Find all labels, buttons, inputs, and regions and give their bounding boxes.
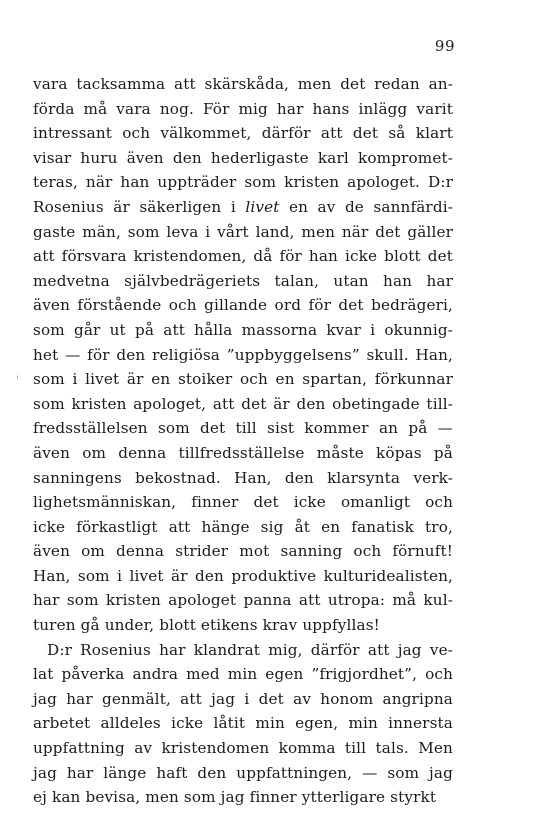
text-line: intressant och välkommet, därför att det så klart bbox=[33, 124, 453, 143]
text-line: även om denna strider mot sanning och förnuft! bbox=[33, 542, 453, 561]
text-line: förda må vara nog. För mig har hans inlägg varit bbox=[33, 99, 453, 118]
text-line: har som kristen apologet panna att utropa: må kul- bbox=[33, 591, 453, 610]
text-line: jag har länge haft den uppfattningen, — som jag bbox=[33, 763, 453, 782]
text-line: turen gå under, blott etikens krav uppfyllas! bbox=[33, 616, 380, 635]
margin-mark: ' bbox=[16, 375, 19, 386]
text-line: arbetet alldeles icke låtit min egen, min innersta bbox=[33, 714, 453, 733]
text-line: lighetsmänniskan, finner det icke omanligt och bbox=[33, 493, 453, 512]
page-number: 99 bbox=[434, 37, 455, 55]
text-line: gaste män, som leva i vårt land, men när det gäller bbox=[33, 222, 453, 241]
text-line: jag har genmält, att jag i det av honom angripna bbox=[33, 689, 453, 708]
text-line: även om denna tillfredsställelse måste köpas på bbox=[33, 443, 453, 462]
text-line: även förstående och gillande ord för det bedrägeri, bbox=[33, 296, 453, 315]
text-line: het — för den religiösa ”uppbyggelsens” skull. Han, bbox=[33, 345, 453, 364]
text-line: som i livet är en stoiker och en spartan, förkunnar bbox=[33, 370, 453, 389]
text-line: lat påverka andra med min egen ”frigjordhet”, och bbox=[33, 665, 453, 684]
text-line: uppfattning av kristendomen komma till tals. Men bbox=[33, 739, 453, 758]
text-line: teras, när han uppträder som kristen apologet. D:r bbox=[33, 173, 453, 192]
text-line: medvetna självbedrägeriets talan, utan han har bbox=[33, 271, 453, 290]
text-line: vara tacksamma att skärskåda, men det redan an- bbox=[33, 75, 453, 93]
text-line: icke förkastligt att hänge sig åt en fanatisk tro, bbox=[33, 517, 453, 536]
text-line: att försvara kristendomen, då för han icke blott det bbox=[33, 247, 453, 266]
text-line: Rosenius är säkerligen i livet en av de sannfärdi- bbox=[33, 197, 453, 216]
text-line: som går ut på att hålla massorna kvar i okunnig- bbox=[33, 320, 453, 339]
body-text bbox=[33, 72, 453, 810]
text-line: visar huru även den hederligaste karl kompromet- bbox=[33, 148, 453, 167]
text-line: Han, som i livet är den produktive kulturidealisten, bbox=[33, 566, 453, 585]
text-line: ej kan bevisa, men som jag finner ytterligare styrkt bbox=[33, 788, 437, 807]
text-line: som kristen apologet, att det är den obetingade till- bbox=[33, 394, 453, 413]
text-line: fredsställelsen som det till sist kommer an på — bbox=[33, 419, 453, 438]
text-line: sanningens bekostnad. Han, den klarsynta verk- bbox=[33, 468, 453, 487]
text-line: D:r Rosenius har klandrat mig, därför att jag ve- bbox=[47, 640, 453, 659]
